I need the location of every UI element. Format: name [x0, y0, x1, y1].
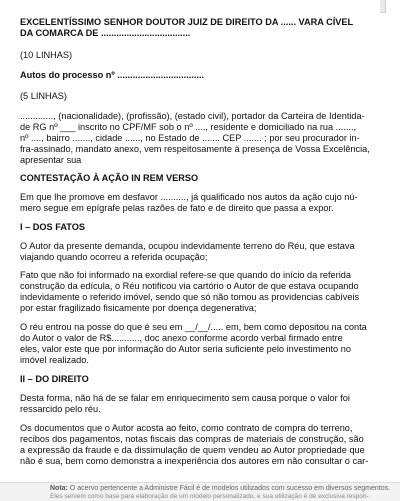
direito-title: II – DO DIREITO — [20, 374, 89, 384]
footer-note — [0, 482, 400, 501]
fatos-p2-line-3: indevidamente o referido imóvel, sendo que só não tomou as providencias cabíveis — [20, 292, 360, 302]
direito-p1-line-2: ressarcido pelo réu. — [20, 404, 101, 414]
intro-line-1: Em que lhe promove em desfavor .........., já qualificado nos autos da ação cujo nú- — [20, 192, 358, 202]
contestacao-title: CONTESTAÇÃO À AÇÃO IN REM VERSO — [20, 173, 199, 183]
qualification-line-4: fra-assinado, mandato anexo, vem respeitosamente à presença de Vossa Excelência, — [20, 144, 370, 154]
footer-nota-label: Nota: — [50, 485, 68, 492]
header-line-2: DA COMARCA DE ................................... — [20, 28, 191, 38]
document-page — [20, 0, 380, 500]
intro-line-2: mero segue em epígrafe pelas razões de fato e de direito que passa a expor. — [20, 203, 334, 213]
fatos-p3-line-3: eles, valor este que por informação do Autor seria suficiente pelo investimento no — [20, 344, 351, 354]
five-lines-note: (5 LINHAS) — [20, 91, 67, 101]
header-line-1: EXCELENTÍSSIMO SENHOR DOUTOR JUIZ DE DIREITO DA ...... VARA CÍVEL — [20, 17, 354, 27]
fatos-p3-line-2: do Autor o valor de R$..........., doc anexo conforme acordo verbal firmado entre — [20, 333, 343, 343]
fatos-p2-line-2: construção da edícula, o Réu notificou via cartório o Autor de que estava ocupando — [20, 281, 359, 291]
fatos-p2-line-1: Fato que não foi informado na exordial refere-se que quando do início da referida — [20, 270, 351, 280]
direito-p2-line-1: Os documentos que o Autor acosta ao feito, como contrato de compra do terreno, — [20, 423, 353, 433]
footer-line-1 — [50, 485, 390, 492]
footer-line-2: Eles servem como base para elaboração de um modelo personalizado, e sua utilização é de exclusiva respon- — [50, 493, 369, 500]
ten-lines-note: (10 LINHAS) — [20, 50, 73, 60]
direito-p1-line-1: Desta forma, não há de se falar em enriquecimento sem causa porque o valor foi — [20, 393, 350, 403]
fatos-p1-line-1: O Autor da presente demanda, ocupou indevidamente terreno do Réu, que estava — [20, 241, 355, 251]
qualification-line-5: apresentar sua — [20, 155, 82, 165]
direito-p2-line-2: recibos dos pagamentos, notas fiscais das compras de materiais de construção, são — [20, 434, 364, 444]
fatos-p3-line-4: imóvel realizado. — [20, 355, 89, 365]
footer-line-1-text: O acervo pertencente a Administre Fácil é de modelos utilizados com sucesso em diversos segmentos. — [69, 485, 391, 492]
fatos-p3-line-1: O réu entrou na posse do que é seu em __/__/..... em, bem como depositou na conta — [20, 322, 367, 332]
qualification-line-1: ............., (nacionalidade), (profissão), (estado civil), portador da Carteira de Identida- — [20, 111, 365, 121]
fatos-p2-line-4: por estar fragilizado fisicamente por doença degenerativa; — [20, 303, 257, 313]
process-number: Autos do processo nº .................................. — [20, 70, 205, 80]
qualification-line-2: de RG nº ___ inscrito no CPF/MF sob o nº ...., residente e domiciliado na rua ......., — [20, 122, 357, 132]
fatos-p1-line-2: viajando quando ocorreu a referida ocupação; — [20, 252, 208, 262]
fatos-title: I – DOS FATOS — [20, 222, 86, 232]
direito-p2-line-4: não é sua, bem como demonstra a inexperiência dos autores em não consultar o car- — [20, 456, 369, 466]
direito-p2-line-3: a expressão da fraude e da dissimulação de quem vendeu ao Autor propriedade que — [20, 445, 365, 455]
qualification-line-3: nº ...., bairro ......., cidade ......, no Estado de ....... CEP ....... ; por seu procurador in- — [20, 133, 360, 143]
